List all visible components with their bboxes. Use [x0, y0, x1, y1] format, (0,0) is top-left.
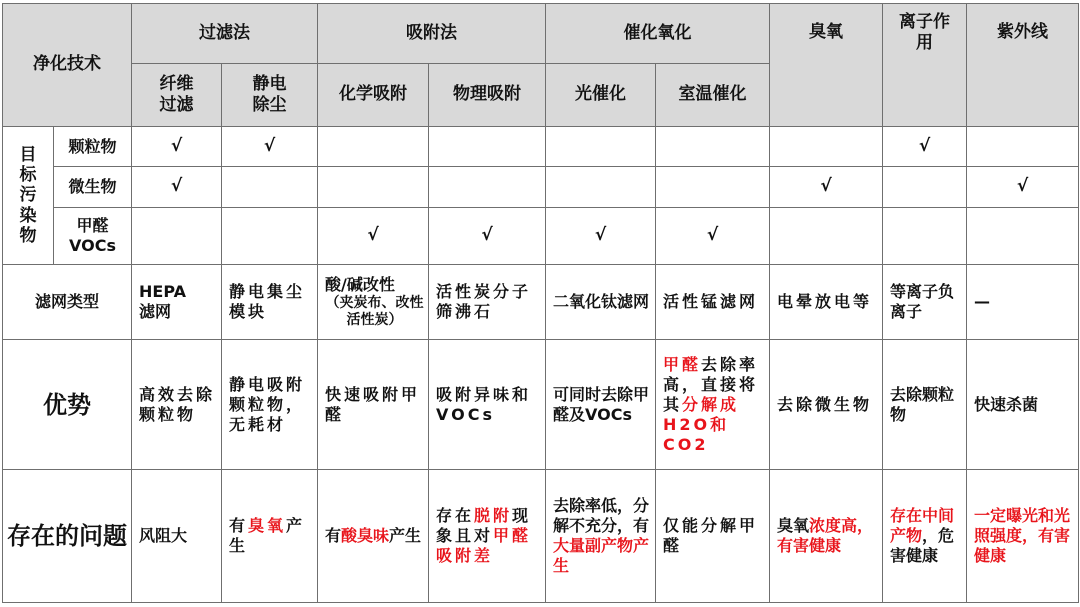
check-mark: √ — [429, 208, 546, 265]
purification-table — [2, 3, 1079, 603]
filter-chemical — [318, 265, 429, 340]
check-mark: √ — [318, 208, 429, 265]
tech-header: 净化技术 — [3, 4, 132, 127]
filter-physical: 活性炭分子筛沸石 — [429, 265, 546, 340]
adv-uv: 快速杀菌 — [967, 340, 1079, 470]
filter-uv: — — [967, 265, 1079, 340]
check-mark: √ — [883, 127, 967, 167]
adv-ion: 去除颗粒物 — [883, 340, 967, 470]
adv-photo: 可同时去除甲醛及VOCs — [546, 340, 656, 470]
prob-chemical: 有酸臭味产生 — [318, 470, 429, 603]
filter-chemical-main: 酸/碱改性 — [325, 274, 395, 294]
prob-electro: 有臭氧产生 — [222, 470, 318, 603]
adv-roomtemp-highlight-2: 分解成H2O和CO2 — [663, 394, 740, 454]
prob-ozone: 臭氧浓度高，有害健康 — [770, 470, 883, 603]
check-mark: √ — [546, 208, 656, 265]
filter-ion: 等离子负离子 — [883, 265, 967, 340]
adv-physical: 吸附异味和VOCs — [429, 340, 546, 470]
microbes-label: 微生物 — [54, 167, 132, 208]
filtration-header: 过滤法 — [132, 4, 318, 64]
prob-physical: 存在脱附现象且对甲醛吸附差 — [429, 470, 546, 603]
uv-header: 紫外线 — [967, 4, 1079, 127]
advantage-label: 优势 — [3, 340, 132, 470]
adv-fiber: 高效去除颗粒物 — [132, 340, 222, 470]
adv-electro: 静电吸附颗粒物，无耗材 — [222, 340, 318, 470]
filter-fiber: HEPA滤网 — [132, 265, 222, 340]
target-pollutant-label: 目标污染物 — [3, 127, 54, 265]
chemical-header: 化学吸附 — [318, 64, 429, 127]
prob-physical-highlight: 脱附 — [474, 506, 513, 525]
adv-roomtemp-highlight: 甲醛 — [663, 354, 702, 374]
check-mark: √ — [656, 208, 770, 265]
check-mark: √ — [132, 167, 222, 208]
filter-electro: 静电集尘模块 — [222, 265, 318, 340]
roomtemp-header: 室温催化 — [656, 64, 770, 127]
prob-roomtemp: 仅能分解甲醛 — [656, 470, 770, 603]
ion-header: 离子作用 — [883, 4, 967, 127]
prob-chemical-highlight: 酸臭味 — [341, 526, 390, 545]
filter-photo: 二氧化钛滤网 — [546, 265, 656, 340]
filter-ozone: 电晕放电等 — [770, 265, 883, 340]
ozone-header: 臭氧 — [770, 4, 883, 127]
adv-ozone: 去除微生物 — [770, 340, 883, 470]
photo-header: 光催化 — [546, 64, 656, 127]
filter-type-label: 滤网类型 — [3, 265, 132, 340]
prob-photo-highlight: 大量副产物产生 — [553, 536, 650, 575]
prob-ion-highlight: 存在中间产物 — [890, 506, 955, 545]
prob-ion: 存在中间产物，危害健康 — [883, 470, 967, 603]
check-mark: √ — [770, 167, 883, 208]
catalytic-header: 催化氧化 — [546, 4, 770, 64]
prob-uv-highlight: 一定曝光和光照强度，有害健康 — [974, 506, 1071, 565]
prob-physical-highlight-2: 甲醛吸附差 — [436, 526, 532, 565]
adsorption-header: 吸附法 — [318, 4, 546, 64]
fiber-header: 纤维过滤 — [132, 64, 222, 127]
filter-roomtemp: 活性锰滤网 — [656, 265, 770, 340]
filter-chemical-sub: （夹炭布、改性活性炭） — [325, 294, 424, 328]
check-mark: √ — [967, 167, 1079, 208]
prob-uv — [967, 470, 1079, 603]
check-mark: √ — [132, 127, 222, 167]
adv-roomtemp — [656, 340, 770, 470]
electro-header: 静电除尘 — [222, 64, 318, 127]
particles-label: 颗粒物 — [54, 127, 132, 167]
prob-ozone-highlight: 浓度高，有害健康 — [777, 516, 874, 555]
prob-electro-highlight: 臭氧 — [248, 516, 287, 535]
physical-header: 物理吸附 — [429, 64, 546, 127]
adv-chemical: 快速吸附甲醛 — [318, 340, 429, 470]
prob-fiber: 风阻大 — [132, 470, 222, 603]
prob-photo: 去除率低，分解不充分，有大量副产物产生 — [546, 470, 656, 603]
problem-label: 存在的问题 — [3, 470, 132, 603]
check-mark: √ — [222, 127, 318, 167]
adv-roomtemp-text: 去除率高，直接将其 — [663, 354, 759, 414]
formaldehyde-label: 甲醛VOCs — [54, 208, 132, 265]
